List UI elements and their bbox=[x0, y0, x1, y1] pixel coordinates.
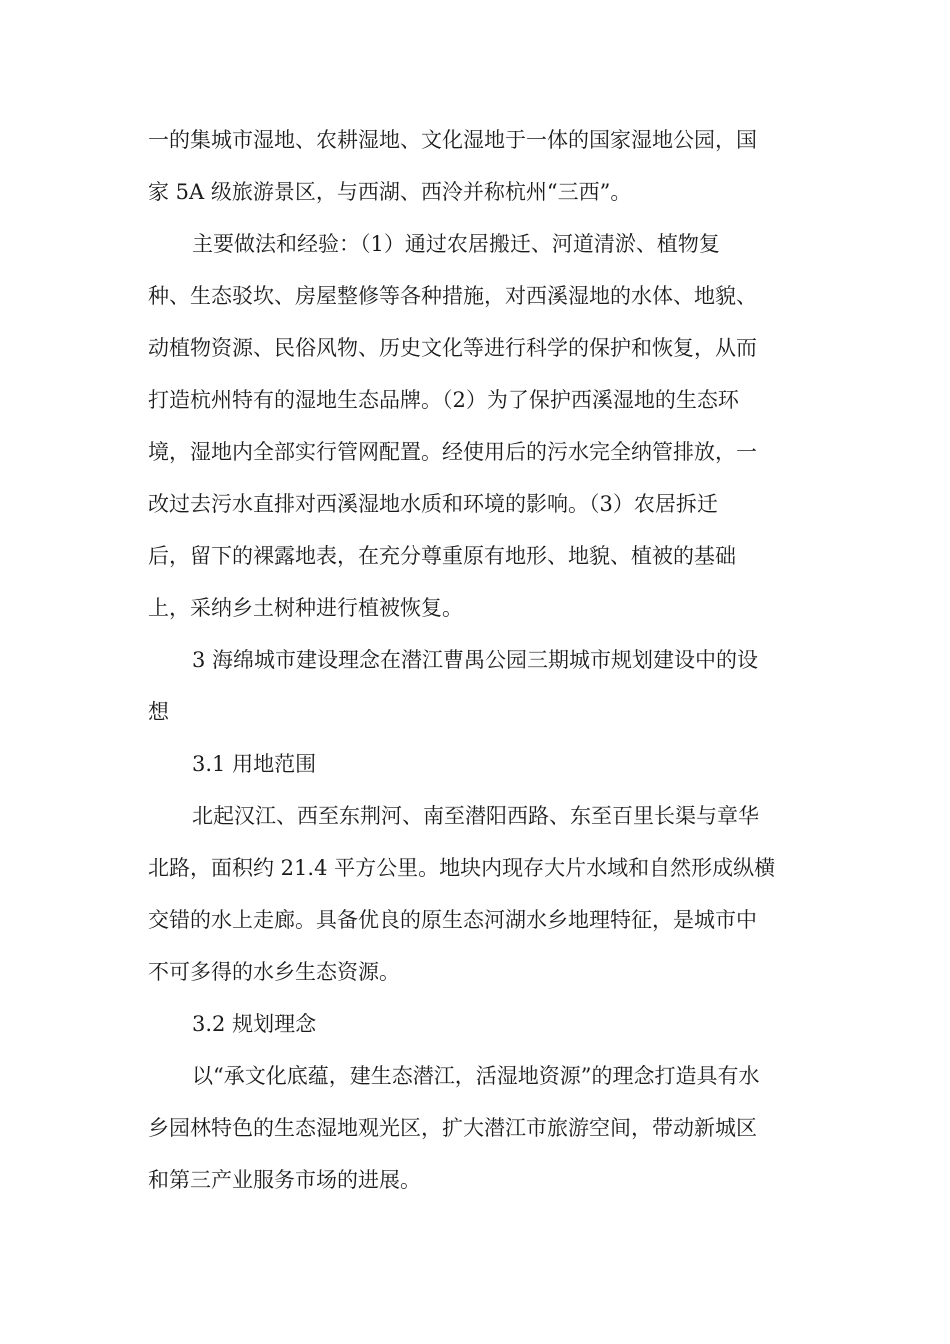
section-heading-line: 想 bbox=[148, 700, 169, 724]
text-line: 以“承文化底蕴，建生态潜江，活湿地资源”的理念打造具有水 bbox=[192, 1064, 760, 1088]
text-line: 北起汉江、西至东荆河、南至潜阳西路、东至百里长渠与章华 bbox=[192, 804, 759, 828]
document-page bbox=[148, 114, 808, 1206]
subsection-heading: 3.2 规划理念 bbox=[192, 1012, 317, 1036]
text-line: 种、生态驳坎、房屋整修等各种措施，对西溪湿地的水体、地貌、 bbox=[148, 284, 757, 308]
text-line: 不可多得的水乡生态资源。 bbox=[148, 960, 400, 984]
text-line: 交错的水上走廊。具备优良的原生态河湖水乡地理特征，是城市中 bbox=[148, 908, 757, 932]
text-line: 乡园林特色的生态湿地观光区，扩大潜江市旅游空间，带动新城区 bbox=[148, 1116, 757, 1140]
text-line: 北路，面积约 21.4 平方公里。地块内现存大片水域和自然形成纵横 bbox=[148, 856, 776, 880]
text-line: 后，留下的裸露地表，在充分尊重原有地形、地貌、植被的基础 bbox=[148, 544, 736, 568]
subsection-heading: 3.1 用地范围 bbox=[192, 752, 317, 776]
text-line: 境，湿地内全部实行管网配置。经使用后的污水完全纳管排放，一 bbox=[148, 440, 757, 464]
text-line: 一的集城市湿地、农耕湿地、文化湿地于一体的国家湿地公园，国 bbox=[148, 128, 757, 152]
section-heading-line: 3 海绵城市建设理念在潜江曹禺公园三期城市规划建设中的设 bbox=[192, 648, 759, 672]
text-line: 动植物资源、民俗风物、历史文化等进行科学的保护和恢复，从而 bbox=[148, 336, 757, 360]
text-line: 改过去污水直排对西溪湿地水质和环境的影响。（3）农居拆迁 bbox=[148, 492, 718, 516]
text-line: 主要做法和经验：（1）通过农居搬迁、河道清淤、植物复 bbox=[192, 232, 720, 256]
text-line: 上，采纳乡土树种进行植被恢复。 bbox=[148, 596, 463, 620]
text-line: 和第三产业服务市场的进展。 bbox=[148, 1168, 421, 1192]
text-line: 家 5A 级旅游景区，与西湖、西泠并称杭州“三西”。 bbox=[148, 180, 632, 204]
text-line: 打造杭州特有的湿地生态品牌。（2）为了保护西溪湿地的生态环 bbox=[148, 388, 739, 412]
